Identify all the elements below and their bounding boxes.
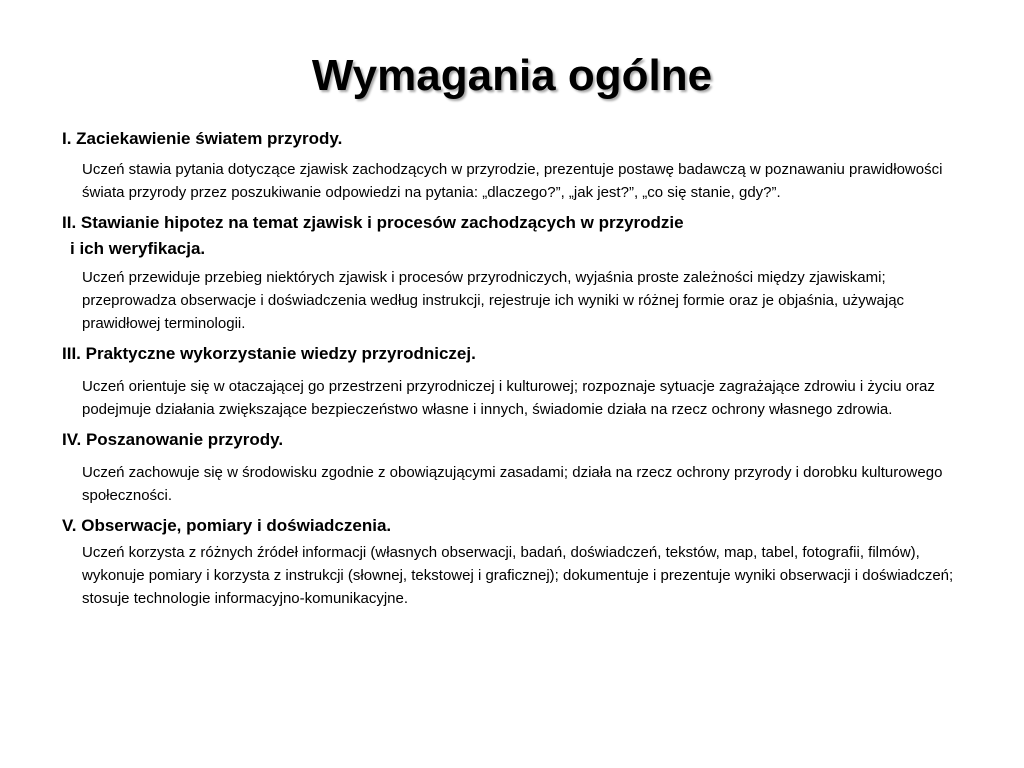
requirement-section-4 bbox=[62, 427, 962, 507]
requirement-heading-1: I. Zaciekawienie światem przyrody. bbox=[62, 129, 343, 148]
requirement-section-3 bbox=[62, 341, 962, 421]
requirement-heading-2-line-2: i ich weryfikacja. bbox=[70, 239, 206, 258]
requirement-text-1: Uczeń stawia pytania dotyczące zjawisk zachodzących w przyrodzie, prezentuje postawę badawczą w poznawaniu prawidłowości świata przyrody przez poszukiwanie odpowiedzi na pytania: „dlaczego?”, „jak jest?”, „co się stanie, gdy?”. bbox=[82, 161, 943, 201]
requirement-heading-5: V. Obserwacje, pomiary i doświadczenia. bbox=[62, 516, 392, 535]
requirement-text-3: Uczeń orientuje się w otaczającej go przestrzeni przyrodniczej i kulturowej; rozpoznaje sytuacje zagrażające zdrowiu i życiu oraz podejmuje działania zwiększające bezpieczeństwo własne i innych, świadomie działa na rzecz ochrony własnego zdrowia. bbox=[82, 378, 935, 418]
requirement-text-2: Uczeń przewiduje przebieg niektórych zjawisk i procesów przyrodniczych, wyjaśnia proste zależności między zjawiskami; przeprowadza obserwacje i doświadczenia według instrukcji, rejestruje ich wyniki w różnej formie oraz je objaśnia, używając prawidłowej terminologii. bbox=[82, 269, 905, 332]
slide-title: Wymagania ogólne bbox=[311, 51, 713, 100]
requirement-text-5: Uczeń korzysta z różnych źródeł informacji (własnych obserwacji, badań, doświadczeń, tekstów, map, tabel, fotografii, filmów), wykonuje pomiary i korzysta z instrukcji (słownej, tekstowej i graficznej); dokumentuje i prezentuje wyniki obserwacji i doświadczeń; stosuje technologie informacyjno-komunikacyjne. bbox=[82, 544, 954, 607]
requirement-text-4: Uczeń zachowuje się w środowisku zgodnie z obowiązującymi zasadami; działa na rzecz ochrony przyrody i dorobku kulturowego społeczności. bbox=[82, 464, 943, 504]
requirement-heading-2-line-1: II. Stawianie hipotez na temat zjawisk i procesów zachodzących w przyrodzie bbox=[62, 213, 684, 232]
requirement-section-5 bbox=[62, 513, 962, 610]
requirement-heading-2 bbox=[62, 210, 962, 262]
requirements-list bbox=[62, 126, 962, 616]
requirement-heading-4: IV. Poszanowanie przyrody. bbox=[62, 430, 284, 449]
requirement-heading-3: III. Praktyczne wykorzystanie wiedzy przyrodniczej. bbox=[62, 344, 476, 363]
requirement-section-2 bbox=[62, 210, 962, 335]
requirement-section-1 bbox=[62, 126, 962, 204]
